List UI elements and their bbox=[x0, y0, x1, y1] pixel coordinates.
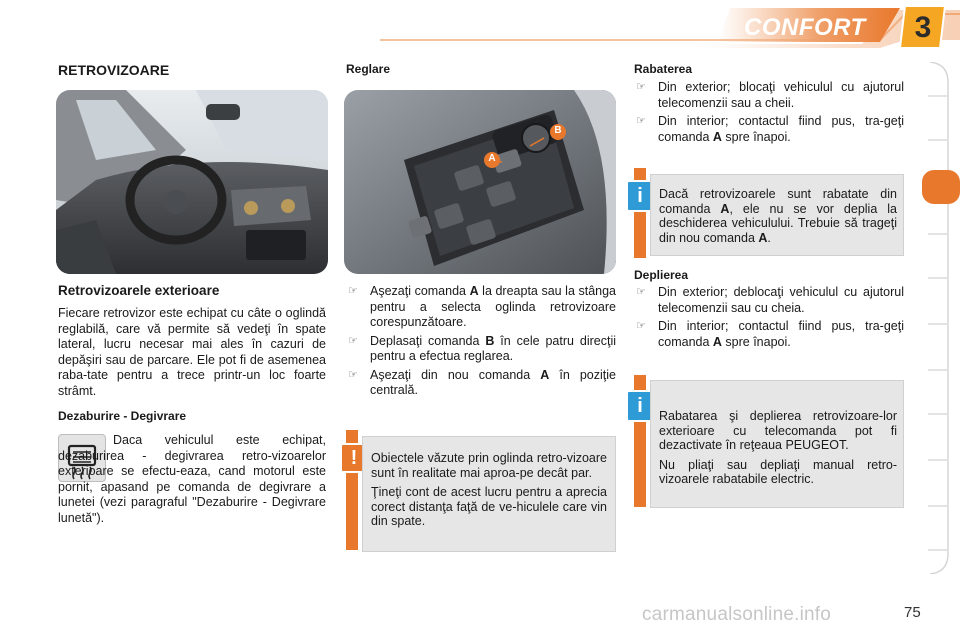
exterior-mirrors-text: Fiecare retrovizor este echipat cu câte o oglindă reglabilă, care vă permite să vedeţi în spate lateral, lucru necesar mai ales în cazuri de depăşiri sau de parcare. Ele pot fi de asemenea raba-tate pentru a trece printr-un loc foarte strâmt. bbox=[58, 306, 326, 398]
label-b: B bbox=[554, 125, 562, 136]
fold-steps bbox=[634, 80, 904, 148]
warning-note bbox=[362, 436, 616, 552]
car-interior-photo bbox=[56, 90, 328, 274]
exclamation-icon: ! bbox=[340, 443, 368, 473]
section-title: RETROVIZOARE bbox=[58, 62, 170, 78]
warning-text-1: Obiectele văzute prin oglinda retro-vizoare sunt în realitate mai aproa-pe decât par. bbox=[371, 451, 607, 480]
adjust-title: Reglare bbox=[346, 62, 391, 76]
adjust-steps bbox=[346, 284, 616, 402]
pointing-hand-icon: ☞ bbox=[348, 334, 358, 347]
info-note-2 bbox=[650, 380, 904, 508]
pointing-hand-icon: ☞ bbox=[636, 81, 646, 93]
warning-text-2: Ţineţi cont de acest lucru pentru a aprecia corect distanţa faţă de ve-hiculele care vin din spate. bbox=[371, 485, 607, 528]
info-text-2b: Nu pliaţi sau depliaţi manual retro-vizoarele rabatabile electric. bbox=[659, 457, 897, 486]
info-note-1 bbox=[650, 174, 904, 256]
chapter-title: CONFORT bbox=[744, 14, 866, 41]
mirror-control-photo bbox=[344, 90, 616, 274]
pointing-hand-icon: ☞ bbox=[348, 285, 358, 297]
page-number: 75 bbox=[904, 604, 921, 621]
fold-title: Rabaterea bbox=[634, 62, 693, 76]
list-item: ☞ Aşezaţi comanda A la dreapta sau la stânga pentru a selecta oglinda retrovizoare corespunzătoare. bbox=[348, 284, 616, 329]
label-a: A bbox=[488, 153, 496, 164]
exterior-mirrors-title: Retrovizoarele exterioare bbox=[58, 283, 220, 298]
list-item: ☞ Deplasaţi comanda B în cele patru direcţii pentru a efectua reglarea. bbox=[348, 333, 616, 363]
info-text-2a: Rabatarea şi deplierea retrovizoare-lor exterioare cu telecomanda pot fi dezactivate în reţeaua PEUGEOT. bbox=[659, 409, 897, 452]
chapter-number: 3 bbox=[914, 11, 932, 44]
list-item: ☞ Din interior; contactul fiind pus, tra-geţi comanda A spre înapoi. bbox=[636, 114, 904, 144]
defrost-text: Daca vehiculul este echipat, dezaburirea - degivrarea retro-vizoarelor exterioare se efectu-eaza, cand motorul este pornit, apasand pe comanda de degivrare a lunetei (vezi paragraful "Dezaburire - Degivrare lunetă"). bbox=[58, 433, 326, 525]
info-icon: i bbox=[626, 180, 654, 212]
list-item: ☞ Din exterior; deblocaţi vehiculul cu ajutorul telecomenzii sau cu cheia. bbox=[636, 285, 904, 315]
pointing-hand-icon: ☞ bbox=[636, 320, 646, 332]
list-item: ☞ Aşezaţi din nou comanda A în poziţie centrală. bbox=[348, 367, 616, 397]
defrost-title: Dezaburire - Degivrare bbox=[58, 409, 187, 423]
pointing-hand-icon: ☞ bbox=[636, 286, 646, 298]
info-icon: i bbox=[626, 390, 654, 422]
pointing-hand-icon: ☞ bbox=[348, 368, 358, 381]
info-text-1: Dacă retrovizoarele sunt rabatate din comanda A, ele nu se vor deplia la deschiderea vehiculului. Trebuie să trageţi din nou comanda A. bbox=[659, 187, 897, 245]
pointing-hand-icon: ☞ bbox=[636, 115, 646, 127]
chapter-tabs[interactable] bbox=[920, 62, 960, 574]
watermark: carmanualsonline.info bbox=[642, 604, 832, 625]
unfold-title: Deplierea bbox=[634, 268, 689, 282]
unfold-steps bbox=[634, 285, 904, 353]
list-item: ☞ Din exterior; blocaţi vehiculul cu ajutorul telecomenzii sau a cheii. bbox=[636, 80, 904, 110]
list-item: ☞ Din interior; contactul fiind pus, tra-geţi comanda A spre înapoi. bbox=[636, 319, 904, 349]
